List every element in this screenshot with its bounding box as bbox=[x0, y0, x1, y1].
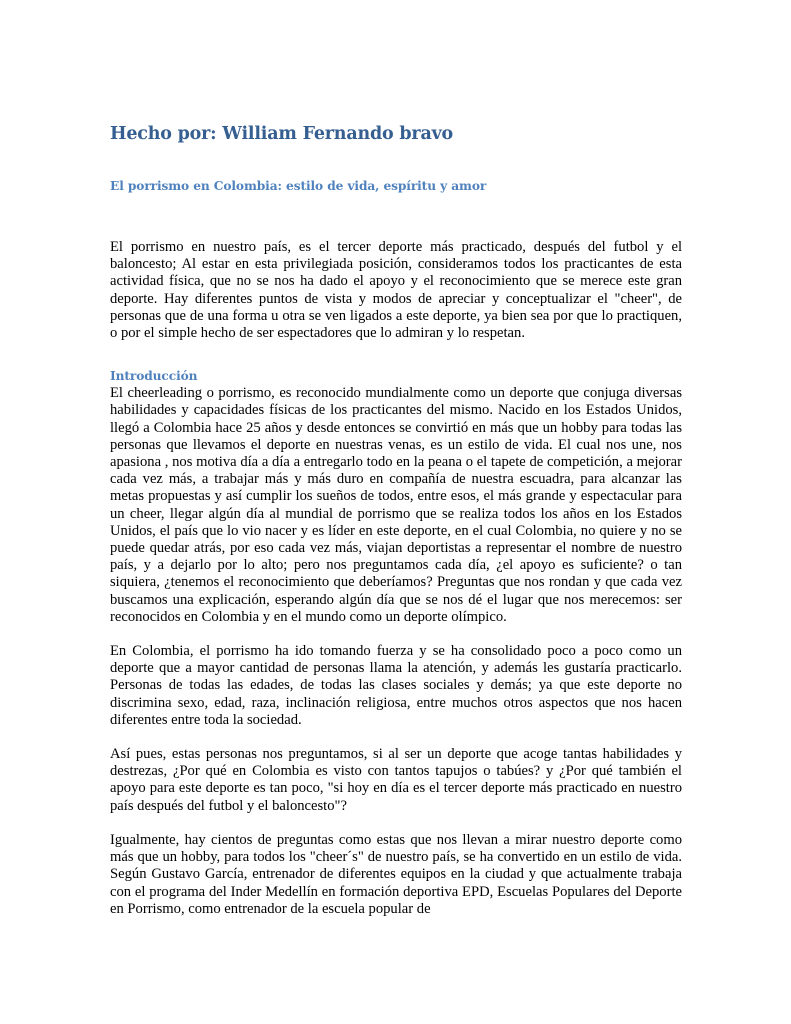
paragraph-cheerleading: El cheerleading o porrismo, es reconocido mundialmente como un deporte que conjuga diversas habilidades y capacidades físicas de los practicantes del mismo. Nacido en los Estados Unidos, llegó a Colombia hace 25 años y desde entonces se convirtió en más que un hobby para todas las personas que llevamos el deporte en nuestras venas, es un estilo de vida. El cual nos une, nos apasiona , nos motiva día a día a entregarlo todo en la peana o el tapete de competición, a mejorar cada vez más, a trabajar más y más duro en compañía de nuestra escuadra, para alcanzar las metas propuestas y así cumplir los sueños de todos, entre esos, el más grande y espectacular para un cheer, llegar algún día al mundial de porrismo que se realiza todos los años en los Estados Unidos, el país que lo vio nacer y es líder en este deporte, en el cual Colombia, no quiere y no se puede quedar atrás, por eso cada vez más, viajan deportistas a representar el nombre de nuestro país, y a dejarlo por lo alto; pero nos preguntamos cada día, ¿el apoyo es suficiente? o tan siquiera, ¿tenemos el reconocimiento que deberíamos? Preguntas que nos rondan y que cada vez buscamos una explicación, esperando algún día que se nos dé el lugar que nos merecemos: ser reconocidos en Colombia y en el mundo como un deporte olímpico. bbox=[110, 385, 682, 625]
document-title: Hecho por: William Fernando bravo bbox=[110, 124, 454, 144]
section-heading-introduccion: Introducción bbox=[110, 369, 198, 384]
paragraph-intro: El porrismo en nuestro país, es el tercer deporte más practicado, después del futbol y el baloncesto; Al estar en esta privilegiada posición, consideramos todos los practicantes de esta actividad física, que no se nos ha dado el apoyo y el reconocimiento que se merece este gran deporte. Hay diferentes puntos de vista y modos de apreciar y conceptualizar el "cheer", de personas que de una forma u otra se ven ligados a este deporte, ya bien sea por que lo practiquen, o por el simple hecho de ser espectadores que lo admiran y lo respetan. bbox=[110, 239, 682, 342]
paragraph-colombia: En Colombia, el porrismo ha ido tomando fuerza y se ha consolidado poco a poco como un deporte que a mayor cantidad de personas llama la atención, y además les gustaría practicarlo. Personas de todas las edades, de todas las clases sociales y demás; ya que este deporte no discrimina sexo, edad, raza, inclinación religiosa, entre muchos otros aspectos que nos hacen diferentes entre toda la sociedad. bbox=[110, 643, 682, 728]
paragraph-igualmente: Igualmente, hay cientos de preguntas como estas que nos llevan a mirar nuestro deporte como más que un hobby, para todos los "cheer´s" de nuestro país, se ha convertido en un estilo de vida. Según Gustavo García, entrenador de diferentes equipos en la ciudad y que actualmente trabaja con el programa del Inder Medellín en formación deportiva EPD, Escuelas Populares del Deporte en Porrismo, como entrenador de la escuela popular de bbox=[110, 831, 682, 917]
document-subtitle: El porrismo en Colombia: estilo de vida, espíritu y amor bbox=[110, 179, 487, 193]
paragraph-preguntas: Así pues, estas personas nos preguntamos, si al ser un deporte que acoge tantas habilidades y destrezas, ¿Por qué en Colombia es visto con tantos tapujos o tabúes? y ¿Por qué también el apoyo para este deporte es tan poco, "si hoy en día es el tercer deporte más practicado en nuestro país después del futbol y el baloncesto"? bbox=[110, 746, 682, 814]
document-body bbox=[110, 122, 682, 918]
